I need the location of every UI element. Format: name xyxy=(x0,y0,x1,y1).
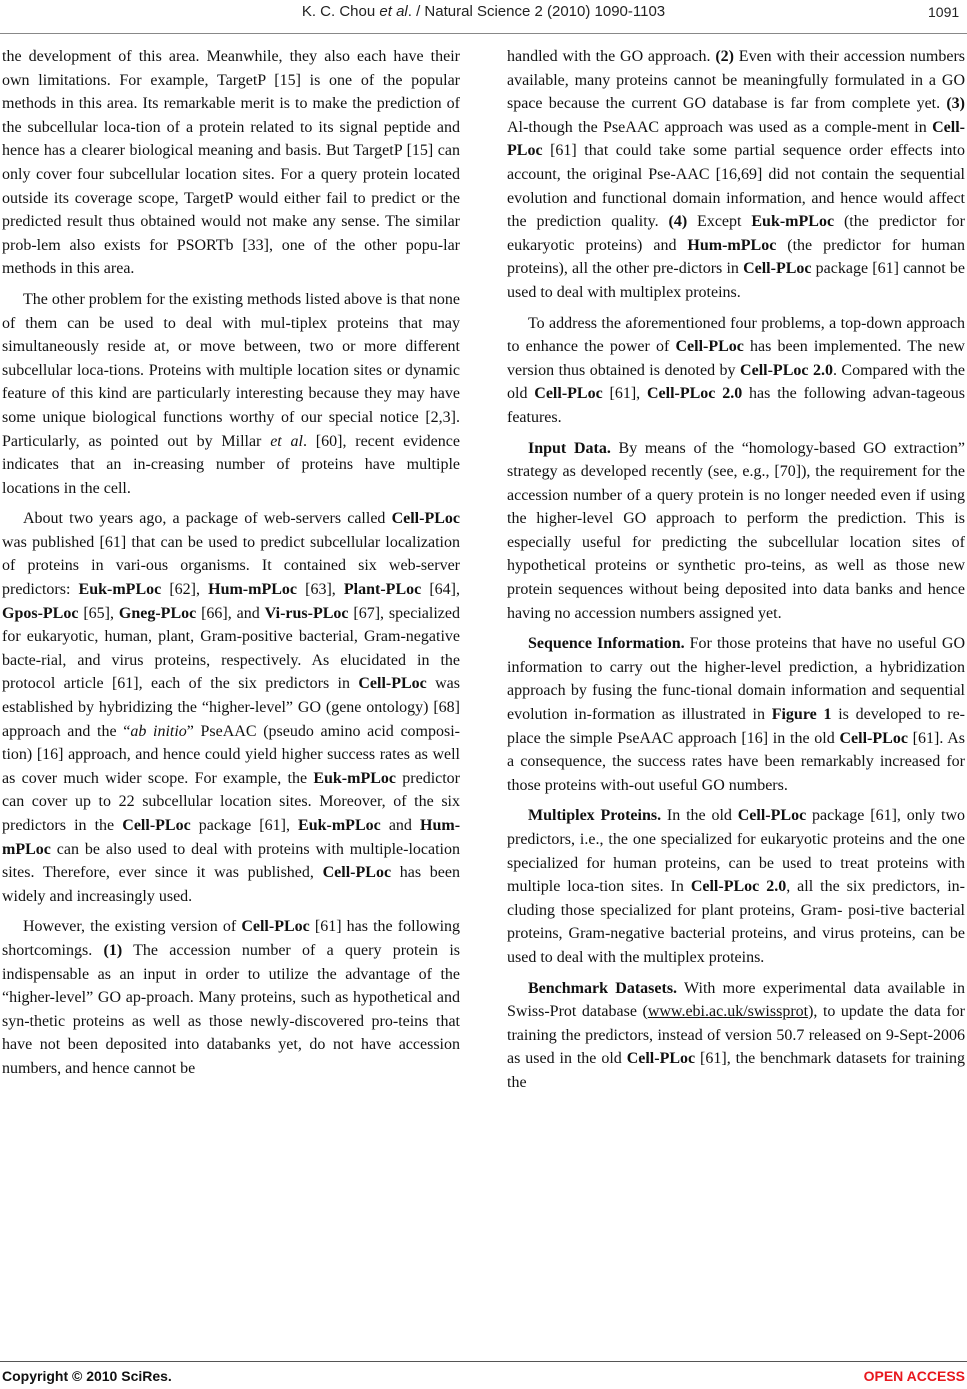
bold-text: Input Data. xyxy=(528,439,611,457)
paragraph-p1 xyxy=(2,45,460,281)
text-run: To address the aforementioned four problems, a top-down approach to enhance the power of xyxy=(507,314,965,356)
paragraph-p4 xyxy=(2,915,460,1080)
left-text-column xyxy=(2,45,460,1088)
text-run: handled with the GO approach. xyxy=(507,48,716,65)
bold-text: Plant-PLoc xyxy=(343,581,422,599)
text-run: . [60], recent evidence indicates that an in-creasing number of proteins have multiple locations in the cell. xyxy=(2,432,460,497)
paragraph-p6 xyxy=(507,312,965,430)
text-run: predictor can cover up to 22 subcellular location sites. Moreover, of the six predictors in the xyxy=(2,769,461,834)
paragraph-p5 xyxy=(507,45,965,305)
bold-text: Benchmark Datasets. xyxy=(528,979,678,997)
bold-text: Cell-PLoc xyxy=(839,729,908,747)
bold-text: Euk-mPLoc xyxy=(298,817,381,834)
text-run: (the predictor for eukaryotic proteins) and xyxy=(507,213,966,254)
text-run: can be also used to deal with proteins with multiple-location sites. Therefore, ever since it was published, xyxy=(2,840,460,882)
bold-text: Euk-mPLoc xyxy=(78,581,162,599)
bold-text: Cell-PLoc xyxy=(534,385,603,403)
bold-text: Cell-PLoc xyxy=(507,118,965,160)
bold-text: (1) xyxy=(103,941,123,959)
copyright-notice: Copyright © 2010 SciRes. xyxy=(2,1368,172,1384)
text-run: The other problem for the existing methods listed above is that none of them can be used to deal with mul-tiplex proteins that may simultaneously reside at, or move between, two or more different subcellular loca-tions. Proteins with multiple location sites or dynamic feature of this kind are particularly interesting because they may have some unique biological functions worthy of our special notice [2,3]. Particularly, as pointed out by Millar xyxy=(2,290,460,450)
page-number: 1091 xyxy=(928,4,960,20)
bold-text: Cell-PLoc xyxy=(391,510,460,528)
bold-text: Hum-mPLoc xyxy=(208,581,297,599)
text-run: is developed to re-place the simple PseAAC approach [16] in the old xyxy=(507,706,966,747)
text-run: By means of the “homology-based GO extraction” strategy as developed recently (see, e.g., [70]), the requirement for the accession number of a query protein is no longer needed even if using the higher-level GO approach to perform the prediction. This is especially useful for predicting the subcellular location sites of hypothetical proteins or synthetic pro-teins, as well as those new protein sequences without being deposited into data banks and hence having no accession numbers assigned yet. xyxy=(507,439,965,622)
italic-text: et al xyxy=(270,432,303,450)
text-run: [61], xyxy=(602,385,647,403)
paragraph-p9 xyxy=(507,804,965,969)
footer-divider xyxy=(0,1361,967,1362)
text-run: package [61], xyxy=(190,817,299,834)
text-run: package [61], only two predictors, i.e., the one specialized for eukaryotic proteins and the one specialized for human proteins, can be used to treat proteins with multiple loca-tion sites. In xyxy=(507,807,966,896)
running-title-etal: et al xyxy=(379,3,408,20)
bold-text: Cell-PLoc xyxy=(241,918,310,936)
text-run: has the following advan-tageous features. xyxy=(507,385,966,426)
text-run: The accession number of a query protein is indispensable as an input in order to utilize the advantage of the “higher-level” GO ap-proach. Many proteins, such as hypothetical and syn-thetic proteins as well as those newly-discovered pro-teins that have not been deposited into databanks yet, do not have accession numbers, and hence cannot be xyxy=(2,941,460,1077)
bold-text: Cell-PLoc 2.0 xyxy=(740,361,833,379)
text-run: [62], xyxy=(161,581,209,599)
text-run: [63], xyxy=(297,581,344,599)
bold-text: Euk-mPLoc xyxy=(313,769,396,787)
text-run: However, the existing version of xyxy=(23,918,242,936)
text-run: [67], specialized for eukaryotic, human, plant, Gram-positive bacterial, Gram-negative bacte-rial, and virus proteins, respectively. As elucidated in the protocol article [61], each of the six predictors in xyxy=(2,604,461,693)
paragraph-p3 xyxy=(2,507,460,908)
bold-text: Euk-mPLoc xyxy=(751,213,835,231)
bold-text: Cell-PLoc xyxy=(675,338,744,356)
text-run: Al-though the PseAAC approach was used as a comple-ment in xyxy=(507,118,933,136)
text-run: In the old xyxy=(661,807,738,825)
text-run: [65], xyxy=(78,604,119,622)
text-run: [61], the benchmark datasets for training the xyxy=(507,1050,965,1091)
right-text-column xyxy=(507,45,965,1102)
text-run: ), to update the data for training the predictors, instead of version 50.7 released on 9-Sept-2006 as used in the old xyxy=(507,1003,965,1068)
italic-text: ab initio xyxy=(130,722,187,740)
bold-text: Cell-PLoc 2.0 xyxy=(690,878,787,896)
bold-text: Cell-PLoc xyxy=(358,675,427,693)
text-run: has been implemented. The new version thus obtained is denoted by xyxy=(507,338,965,379)
text-run: [61] has the following shortcomings. xyxy=(2,918,461,959)
bold-text: Cell-PLoc xyxy=(626,1050,696,1068)
bold-text: (2) xyxy=(715,48,734,65)
bold-text: Sequence Information. xyxy=(528,635,685,653)
bold-text: Cell-PLoc 2.0 xyxy=(646,385,743,403)
bold-text: Cell-PLoc xyxy=(743,260,812,278)
text-run: About two years ago, a package of web-servers called xyxy=(23,510,392,528)
bold-text: Cell-PLoc xyxy=(322,864,392,882)
bold-text: Figure 1 xyxy=(771,706,832,724)
text-run: and xyxy=(380,817,421,834)
paragraph-p8 xyxy=(507,632,965,797)
text-run: ” PseAAC (pseudo amino acid composi-tion) [16] approach, and hence could yield higher success rates as well as cover much wider scope. For example, the xyxy=(2,722,460,787)
running-title xyxy=(0,3,967,20)
header-divider xyxy=(0,33,967,34)
text-run: was established by hybridizing the “higher-level” GO (gene ontology) [68] approach and the “ xyxy=(2,675,460,740)
text-run: [61] that could take some partial sequence order effects into account, the original Pse-AAC [16,69] did not contain the sequential evolution and functional domain information, and hence would affect the prediction quality. xyxy=(507,142,965,231)
text-run: the development of this area. Meanwhile, they also each have their own limitations. For example, TargetP [15] is one of the popular methods in this area. Its remarkable merit is to make the prediction of the subcellular loca-tion of a protein related to its signal peptide and hence has a clearer biological meaning and basis. But TargetP [15] can only cover four subcellular location sites. For a query protein located outside its coverage scope, TargetP would either fail to predict or the predicted result thus obtained would not make any sense. The similar prob-lem also exists for PSORTb [33], one of the other popu-lar methods in this area. xyxy=(2,48,460,278)
bold-text: Vi-rus-PLoc xyxy=(264,604,349,622)
open-access-label: OPEN ACCESS xyxy=(863,1368,965,1384)
bold-text: Gpos-PLoc xyxy=(2,604,79,622)
text-run: (the predictor for human proteins), all the other pre-dictors in xyxy=(507,236,966,278)
paragraph-p10 xyxy=(507,977,965,1095)
text-run: [61]. As a consequence, the success rates have been remarkably increased for those proteins with-out useful GO numbers. xyxy=(507,729,965,794)
text-run: . Compared with the old xyxy=(507,361,966,403)
text-run: [64], xyxy=(421,581,461,599)
paragraph-p7 xyxy=(507,437,965,626)
running-title-authors: K. C. Chou xyxy=(301,3,380,20)
paragraph-p2 xyxy=(2,288,460,500)
text-run: was published [61] that can be used to predict subcellular localization of proteins in vari-ous organisms. It contained six web-server predictors: xyxy=(2,533,460,599)
bold-text: (4) xyxy=(668,213,688,231)
bold-text: Cell-PLoc xyxy=(122,817,191,834)
text-run: For those proteins that have no useful GO information to carry out the higher-level prediction, a hybridization approach by fusing the func-tional domain information and sequential evolution in-formation as illustrated in xyxy=(507,635,965,724)
bold-text: Gneg-PLoc xyxy=(118,604,197,622)
text-run: [66], and xyxy=(196,604,265,622)
bold-text: Hum-mPLoc xyxy=(687,236,777,254)
running-title-journal: . / Natural Science 2 (2010) 1090-1103 xyxy=(407,3,666,20)
bold-text: (3) xyxy=(946,95,965,113)
bold-text: Cell-PLoc xyxy=(737,807,807,825)
text-run: , all the six predictors, in-cluding those specialized for plant proteins, Gram- posi-tive bacterial proteins, Gram-negative bacterial proteins, and virus proteins, can be used to deal with the multiplex proteins. xyxy=(507,878,966,966)
text-run: has been widely and increasingly used. xyxy=(2,864,461,905)
text-run: Even with their accession numbers available, many proteins cannot be meaningfully formulated in a GO space because the current GO database is far from complete yet. xyxy=(507,48,966,113)
text-run: Except xyxy=(687,213,752,231)
bold-text: Hum- mPLoc xyxy=(2,817,461,858)
page-header xyxy=(0,0,967,40)
url-link[interactable]: www.ebi.ac.uk/swissprot xyxy=(647,1003,809,1021)
bold-text: Multiplex Proteins. xyxy=(528,807,662,825)
text-run: package [61] cannot be used to deal with multiplex proteins. xyxy=(507,260,965,301)
text-run: With more experimental data available in Swiss-Prot database ( xyxy=(507,979,965,1021)
